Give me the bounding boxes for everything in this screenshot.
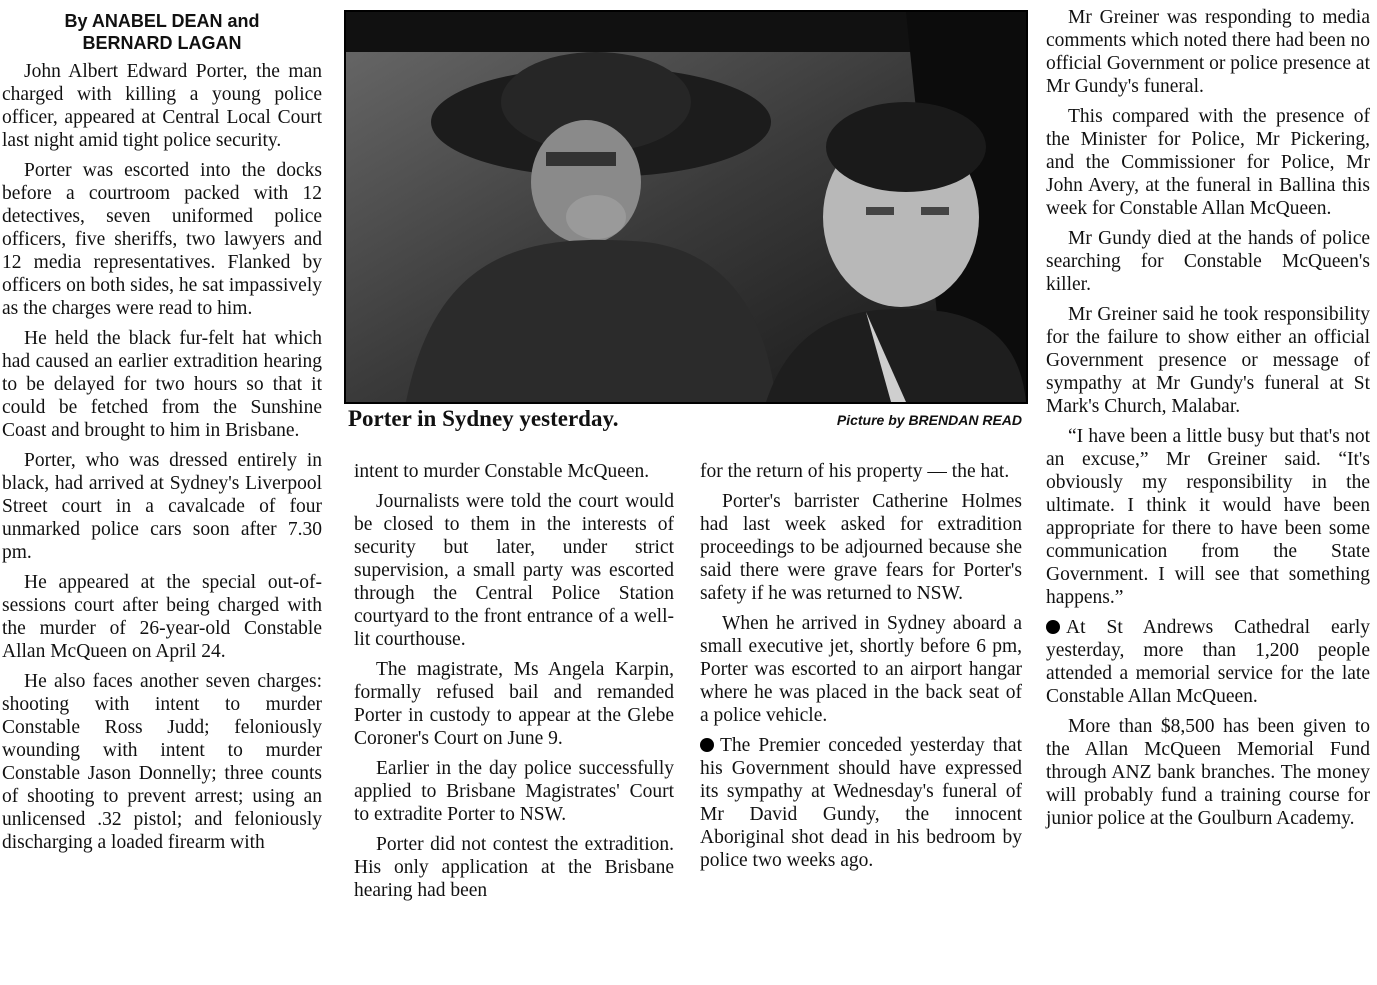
paragraph-text: The Premier conceded yesterday that his Government should have expressed its sympathy at Wednesday's funeral of Mr David Gundy, the innocent Aboriginal shot dead in his bedroom by police two weeks ago. <box>700 735 1022 871</box>
news-photo <box>344 10 1028 404</box>
bullet-icon <box>700 738 714 752</box>
paragraph: This compared with the presence of the Minister for Police, Mr Pickering, and the Commissioner for Police, Mr John Avery, at the funeral in Ballina this week for Constable Allan McQueen. <box>1046 106 1370 219</box>
paragraph: The magistrate, Ms Angela Karpin, formally refused bail and remanded Porter in custody to appear at the Glebe Coroner's Court on June 9. <box>354 659 674 749</box>
caption-text: Porter in Sydney yesterday. <box>348 406 619 431</box>
paragraph: He held the black fur-felt hat which had caused an earlier extradition hearing to be delayed for two hours so that it could be fetched from the Sunshine Coast and brought to him in Brisbane. <box>2 328 322 441</box>
paragraph: Journalists were told the court would be closed to them in the interests of security but later, under strict supervision, a small party was escorted through the Central Police Station courtyard to the front entrance of a well-lit courthouse. <box>354 491 674 650</box>
photo-credit: Picture by BRENDAN READ <box>836 412 1022 428</box>
paragraph: More than $8,500 has been given to the Allan McQueen Memorial Fund through ANZ bank branches. The money will probably fund a training course for junior police at the Goulburn Academy. <box>1046 716 1370 829</box>
paragraph: He also faces another seven charges: shooting with intent to murder Constable Ross Judd; feloniously wounding with intent to murder Constable Jason Donnelly; three counts of shooting to prevent arrest; using an unlicensed .32 pistol; and feloniously discharging a loaded firearm with <box>2 671 322 853</box>
paragraph: Earlier in the day police successfully applied to Brisbane Magistrates' Court to extradite Porter to NSW. <box>354 758 674 825</box>
paragraph: Porter was escorted into the docks before a courtroom packed with 12 detectives, seven uniformed police officers, five sheriffs, two lawyers and 12 media representatives. Flanked by officers on both sides, he sat impassively as the charges were read to him. <box>2 160 322 319</box>
paragraph: Porter did not contest the extradition. His only application at the Brisbane hearing had been <box>354 834 674 901</box>
paragraph: “I have been a little busy but that's not an excuse,” Mr Greiner said. “It's obviously my responsibility in the ultimate. I think it would have been appropriate for there to have been some communication from the State Government. I will see that something happens.” <box>1046 426 1370 608</box>
article-column-1 <box>2 6 322 861</box>
paragraph-bulleted <box>1046 616 1370 708</box>
article-column-3 <box>700 460 1022 879</box>
article-column-2 <box>354 460 674 909</box>
paragraph: He appeared at the special out-of-sessions court after being charged with the murder of 26-year-old Constable Allan McQueen on April 24. <box>2 572 322 662</box>
photo-caption <box>346 404 1024 436</box>
article-column-4 <box>1046 6 1370 837</box>
paragraph-text: At St Andrews Cathedral early yesterday, more than 1,200 people attended a memorial service for the late Constable Allan McQueen. <box>1046 617 1370 707</box>
byline-line-2: BERNARD LAGAN <box>82 33 242 53</box>
bullet-icon <box>1046 620 1060 634</box>
paragraph: John Albert Edward Porter, the man charged with killing a young police officer, appeared at Central Local Court last night amid tight police security. <box>2 61 322 151</box>
paragraph: Mr Greiner said he took responsibility for the failure to show either an official Government presence or message of sympathy at Mr Gundy's funeral at St Mark's Church, Malabar. <box>1046 304 1370 417</box>
paragraph: Mr Gundy died at the hands of police searching for Constable McQueen's killer. <box>1046 228 1370 295</box>
photo-image <box>346 12 1026 402</box>
byline <box>2 10 322 54</box>
paragraph: Porter's barrister Catherine Holmes had last week asked for extradition proceedings to be adjourned because she said there were grave fears for Porter's safety if he was returned to NSW. <box>700 491 1022 604</box>
paragraph-bulleted <box>700 734 1022 872</box>
byline-line-1: By ANABEL DEAN and <box>64 11 260 31</box>
paragraph: intent to murder Constable McQueen. <box>354 461 650 482</box>
paragraph: When he arrived in Sydney aboard a small executive jet, shortly before 6 pm, Porter was escorted to an airport hangar where he was placed in the back seat of a police vehicle. <box>700 613 1022 726</box>
paragraph: Mr Greiner was responding to media comments which noted there had been no official Government or police presence at Mr Gundy's funeral. <box>1046 7 1370 97</box>
paragraph: Porter, who was dressed entirely in black, had arrived at Sydney's Liverpool Street court in a cavalcade of four unmarked police cars soon after 7.30 pm. <box>2 450 322 563</box>
paragraph: for the return of his property — the hat. <box>700 461 1010 482</box>
